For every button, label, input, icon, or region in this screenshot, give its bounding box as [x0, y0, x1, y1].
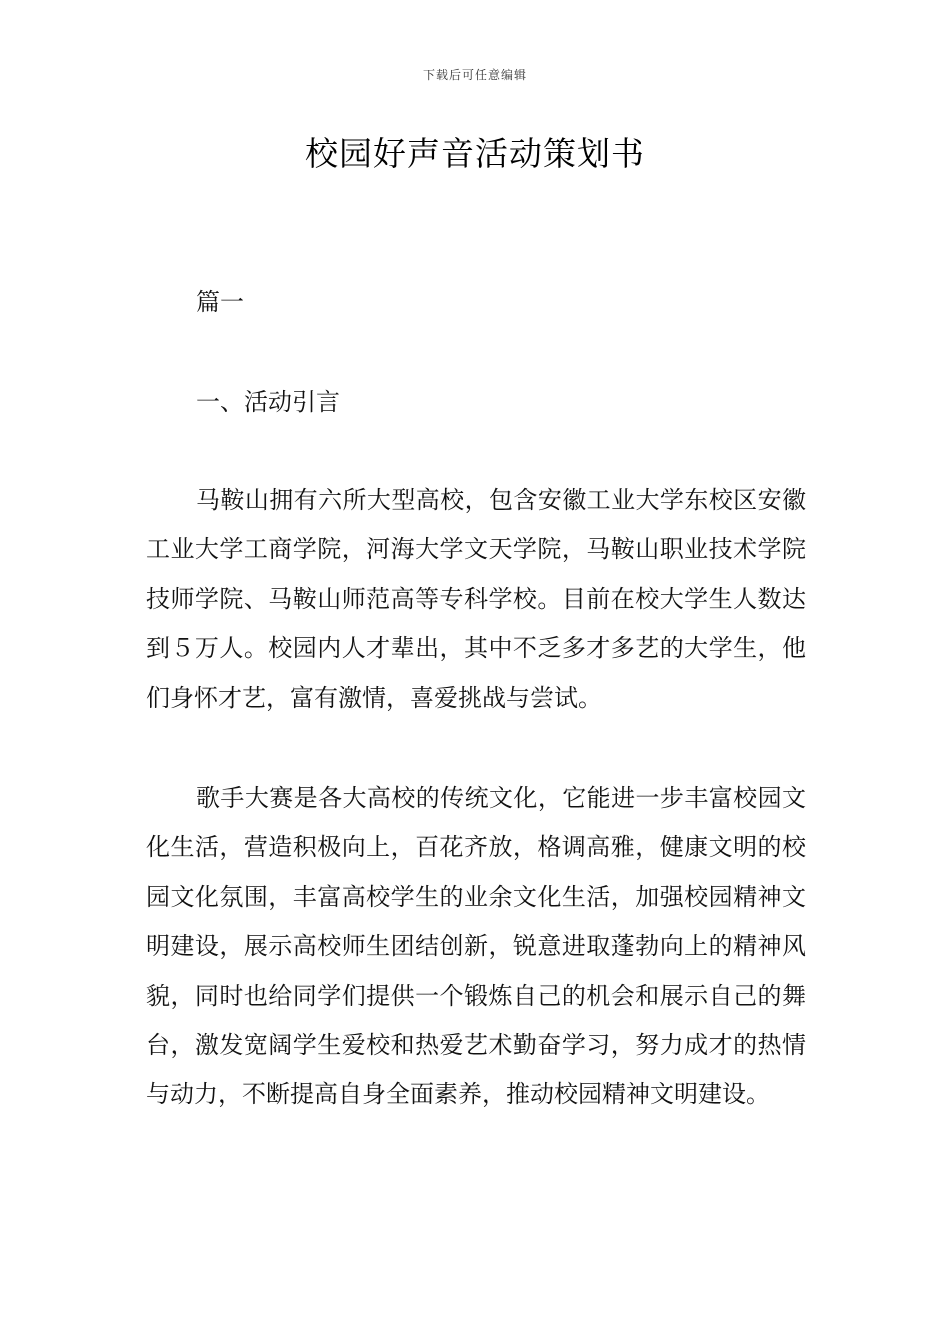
header-note: 下载后可任意编辑: [422, 68, 527, 82]
paragraph-purpose: 歌手大赛是各大高校的传统文化，它能进一步丰富校园文化生活，营造积极向上，百花齐放，格调高雅，健康文明的校园文化氛围，丰富高校学生的业余文化生活，加强校园精神文明建设，展示高校师生团结创新，锐意进取蓬勃向上的精神风貌，同时也给同学们提供一个锻炼自己的机会和展示自己的舞台，激发宽阔学生爱校和热爱艺术勤奋学习，努力成才的热情与动力，不断提高自身全面素养，推动校园精神文明建设。: [146, 784, 806, 1109]
section-heading: 一、活动引言: [196, 388, 340, 416]
part-label: 篇一: [196, 288, 244, 316]
paragraph-intro: 马鞍山拥有六所大型高校，包含安徽工业大学东校区安徽工业大学工商学院，河海大学文天学院，马鞍山职业技术学院技师学院、马鞍山师范高等专科学校。目前在校大学生人数达到５万人。校园内人才辈出，其中不乏多才多艺的大学生，他们身怀才艺，富有激情，喜爱挑战与尝试。: [146, 486, 806, 712]
document-title: 校园好声音活动策划书: [305, 134, 645, 173]
